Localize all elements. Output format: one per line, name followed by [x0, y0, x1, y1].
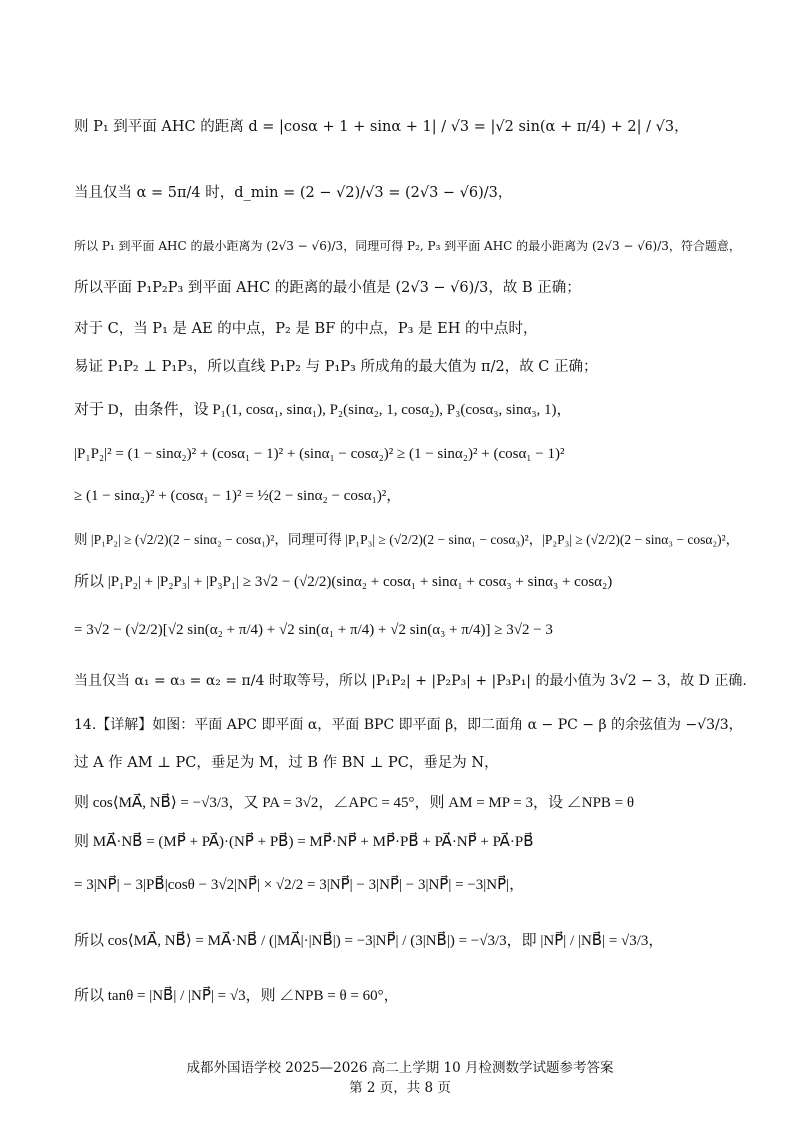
- text-line-min-distance: 所以 P₁ 到平面 AHC 的最小距离为 (2√3 − √6)/3，同理可得 P₂, P₃ 到平面 AHC 的最小距离为 (2√3 − √6)/3，符合题意，: [74, 239, 741, 253]
- footer-title: 成都外国语学校 2025—2026 高二上学期 10 月检测数学试题参考答案: [186, 1060, 614, 1076]
- text-line-inequality: ≥ (1 − sinα₂)² + (cosα₁ − 1)² = ½(2 − sinα₂ − cosα₁)²，: [74, 488, 402, 504]
- text-line-option-d: 对于 D，由条件，设 P₁(1, cosα₁, sinα₁), P₂(sinα₂, 1, cosα₂), P₃(cosα₃, sinα₃, 1)，: [74, 402, 572, 418]
- text-line-bounds: 则 |P₁P₂| ≥ (√2/2)(2 − sinα₂ − cosα₁)²，同理可得 |P₁P₃| ≥ (√2/2)(2 − sinα₁ − cosα₃)²，|P₂P₃| ≥ (√2/2)(2 − sinα₃ − cosα₂)²，: [74, 532, 740, 547]
- text-line-min-condition: 当且仅当 α = 5π/4 时，d_min = (2 − √2)/√3 = (2√3 − √6)/3，: [74, 185, 513, 201]
- text-line-conclusion-b: 所以平面 P₁P₂P₃ 到平面 AHC 的距离的最小值是 (2√3 − √6)/3，故 B 正确；: [74, 280, 581, 296]
- text-line-conclusion-d: 当且仅当 α₁ = α₃ = α₂ = π/4 时取等号，所以 |P₁P₂| + |P₂P₃| + |P₃P₁| 的最小值为 3√2 − 3，故 D 正确.: [74, 673, 747, 689]
- text-line-q14-perpendiculars: 过 A 作 AM ⊥ PC，垂足为 M，过 B 作 BN ⊥ PC，垂足为 N，: [74, 755, 499, 771]
- text-line-q14-cos: 则 cos⟨MA⃗, NB⃗⟩ = −√3/3，又 PA = 3√2，∠APC = 45°，则 AM = MP = 3，设 ∠NPB = θ: [74, 795, 635, 811]
- text-line-option-c: 对于 C，当 P₁ 是 AE 的中点，P₂ 是 BF 的中点，P₃ 是 EH 的中点时，: [74, 321, 538, 337]
- text-line-distance-formula: 则 P₁ 到平面 AHC 的距离 d = |cosα + 1 + sinα + 1| / √3 = |√2 sin(α + π/4) + 2| / √3，: [74, 119, 689, 135]
- text-line-q14-ratio: 所以 cos⟨MA⃗, NB⃗⟩ = MA⃗·NB⃗ / (|MA⃗|·|NB⃗|) = −3|NP⃗| / (3|NB⃗|) = −√3/3，即 |NP⃗| / |NB⃗| = √3/3，: [74, 933, 664, 949]
- text-line-q14-expand: = 3|NP⃗| − 3|PB⃗|cosθ − 3√2|NP⃗| × √2/2 = 3|NP⃗| − 3|NP⃗| − 3|NP⃗| = −3|NP⃗|，: [74, 877, 525, 893]
- text-line-sum-simplified: = 3√2 − (√2/2)[√2 sin(α₂ + π/4) + √2 sin(α₁ + π/4) + √2 sin(α₃ + π/4)] ≥ 3√2 − 3: [74, 622, 553, 638]
- text-line-p1p2-squared: |P₁P₂|² = (1 − sinα₂)² + (cosα₁ − 1)² + (sinα₁ − cosα₂)² ≥ (1 − sinα₂)² + (cosα₁ − 1)²: [74, 446, 565, 462]
- footer-page-number: 第 2 页，共 8 页: [349, 1080, 451, 1096]
- text-line-q14-intro: 14.【详解】如图：平面 APC 即平面 α，平面 BPC 即平面 β，即二面角 α − PC − β 的余弦值为 −√3/3，: [74, 717, 743, 733]
- text-line-sum-bound: 所以 |P₁P₂| + |P₂P₃| + |P₃P₁| ≥ 3√2 − (√2/2)(sinα₂ + cosα₁ + sinα₁ + cosα₃ + sinα₃ + cosα₂): [74, 574, 613, 590]
- text-line-conclusion-c: 易证 P₁P₂ ⊥ P₁P₃，所以直线 P₁P₂ 与 P₁P₃ 所成角的最大值为 π/2，故 C 正确；: [74, 359, 598, 375]
- text-line-q14-tan: 所以 tanθ = |NB⃗| / |NP⃗| = √3，则 ∠NPB = θ = 60°，: [74, 988, 399, 1004]
- text-line-q14-dot-product: 则 MA⃗·NB⃗ = (MP⃗ + PA⃗)·(NP⃗ + PB⃗) = MP⃗·NP⃗ + MP⃗·PB⃗ + PA⃗·NP⃗ + PA⃗·PB⃗: [74, 834, 534, 850]
